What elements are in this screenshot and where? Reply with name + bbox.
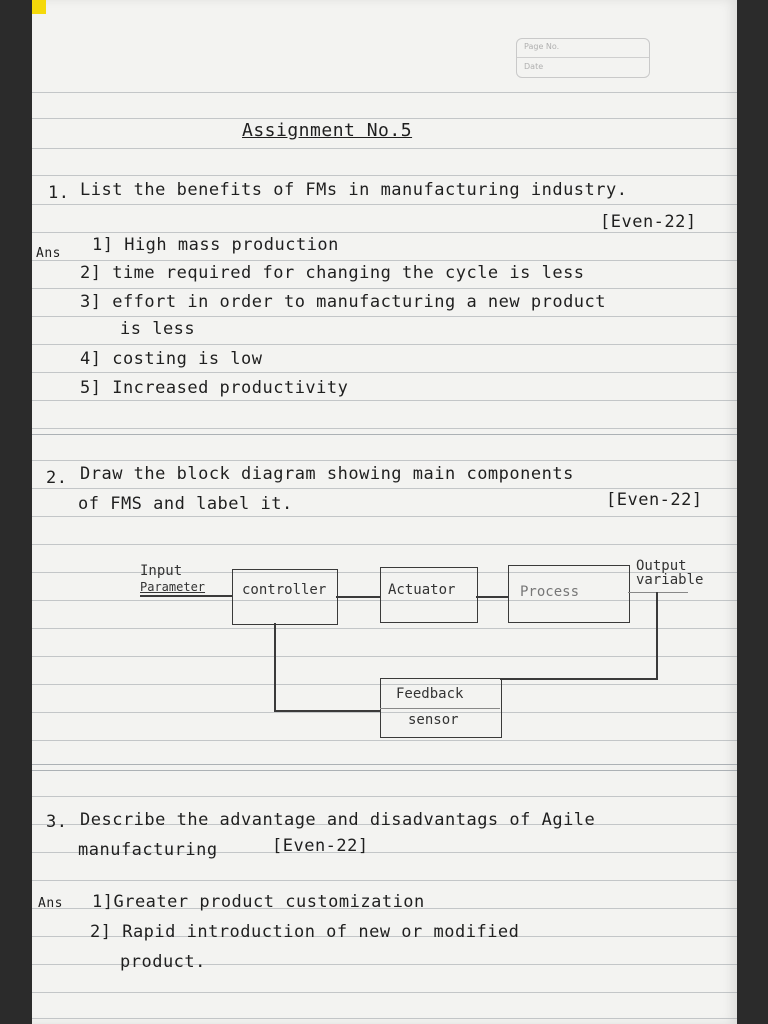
q3-question-line2: manufacturing [78,840,218,860]
q1-answer-3: 3] effort in order to manufacturing a new product [80,292,607,312]
q3-answer-2: 2] Rapid introduction of new or modified [90,922,520,942]
q1-ans-label: Ans [36,246,61,261]
controller-label: controller [242,582,327,598]
date-label: Date [524,62,544,71]
output-label-2: variable [636,572,704,588]
q2-tag: [Even-22] [606,490,703,510]
feedback-line-left [274,623,276,711]
feedback-line-right [656,592,658,678]
page-no-label: Page No. [524,42,560,51]
q2-question-line2: of FMS and label it. [78,494,293,514]
q1-answer-2: 2] time required for changing the cycle is less [80,263,585,283]
input-label-2: Parameter [140,580,206,594]
q1-answer-1: 1] High mass production [92,235,339,255]
process-label: Process [520,584,580,600]
q2-number: 2. [46,468,68,488]
q3-answer-2-cont: product. [120,952,206,972]
q1-question: List the benefits of FMs in manufacturing industry. [80,180,628,200]
q3-ans-label: Ans [38,896,63,911]
feedback-sensor-divider [380,708,500,709]
q1-answer-5: 5] Increased productivity [80,378,349,398]
q1-number: 1. [48,183,70,203]
output-label-1: Output [636,558,687,574]
feedback-line-bottom-left [274,710,380,712]
page-title: Assignment No.5 [242,120,413,141]
controller-actuator-link [336,596,380,598]
output-arrow [628,592,688,593]
q1-answer-3-cont: is less [120,319,196,339]
actuator-process-link [476,596,508,598]
q1-answer-4: 4] costing is low [80,349,263,369]
q3-answer-1: 1]Greater product customization [92,892,425,912]
q3-number: 3. [46,812,68,832]
input-arrow [140,595,232,597]
feedback-label-2: sensor [408,712,459,728]
feedback-label-1: Feedback [396,686,464,702]
input-label-1: Input [140,563,183,579]
q2-question-line1: Draw the block diagram showing main components [80,464,574,484]
q3-tag: [Even-22] [272,836,369,856]
q1-tag: [Even-22] [600,212,697,232]
actuator-label: Actuator [388,582,456,598]
feedback-line-bottom-right [500,678,658,680]
q3-question-line1: Describe the advantage and disadvantags of Agile [80,810,596,830]
